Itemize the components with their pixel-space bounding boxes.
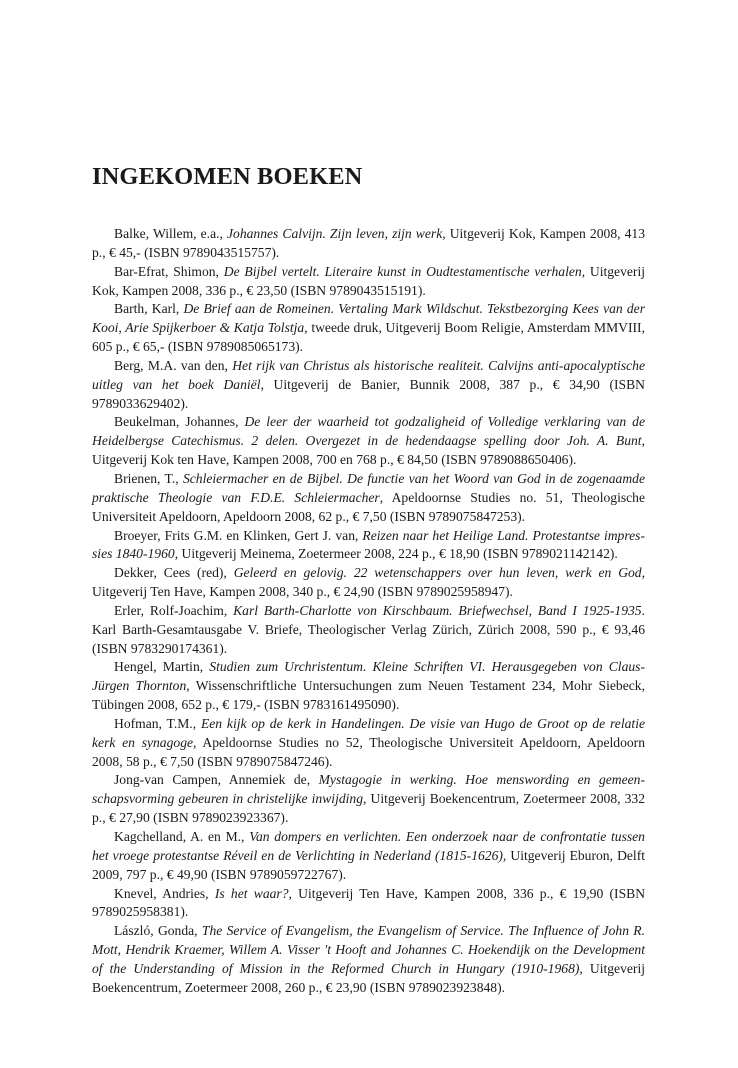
page-title: INGEKOMEN BOEKEN bbox=[92, 163, 363, 190]
entry-publication-details: . Karl Barth-Gesamtausgabe V. Briefe, Theologischer Verlag Zürich, Zürich 2008, 590 p., € 93,46 (ISBN 9783290174361). bbox=[92, 602, 646, 656]
entry-publication-details: , Uitgeverij Boekencentrum, Zoetermeer 2008, 332 p., € 27,90 (ISBN 9789023923367). bbox=[92, 791, 645, 826]
entry-author: Kagchelland, A. en M., bbox=[114, 829, 250, 844]
entry-publication-details: , Uitgeverij de Banier, Bunnik 2008, 387 p., € 34,90 (ISBN 9789033629402). bbox=[92, 376, 645, 411]
book-entry bbox=[92, 357, 645, 414]
entry-author: Dekker, Cees (red), bbox=[114, 565, 234, 581]
entry-publication-details: , Apeldoornse Studies no 52, Theologische Universiteit Apeldoorn, Apeldoorn 2008, 58 p., € 7,50 (ISBN 9789075847246). bbox=[92, 734, 645, 769]
entry-title: Is het waar? bbox=[214, 885, 289, 901]
book-entry bbox=[92, 564, 645, 602]
entry-publication-details: , Uitgeverij Kok ten Have, Kampen 2008, 700 en 768 p., € 84,50 (ISBN 9789088650406). bbox=[92, 433, 645, 468]
book-entry bbox=[92, 225, 645, 263]
entry-author: Berg, M.A. van den, bbox=[114, 357, 233, 373]
entry-publication-details: , Uitgeverij Kok, Kampen 2008, 336 p., € 23,50 (ISBN 9789043515191). bbox=[92, 263, 646, 298]
book-entry bbox=[92, 771, 645, 828]
entry-title: De leer der waarheid tot godzaligheid of Volledige verklaring van de Heidelbergse Catechismus. 2 delen. Overgezet in de hedendaagse spelling door Joh. A. Bunt bbox=[92, 414, 645, 449]
book-entry bbox=[92, 413, 645, 470]
entry-title: The Service of Evangelism, the Evangelism of Service. The Influence of John R. Mott, Hendrik Kraemer, Willem A. Visser 't Hooft and Johannes C. Hoekendijk on the Development of the Understanding of Mission in the Reformed Church in Hungary (1910-1968) bbox=[92, 923, 645, 976]
entry-author: Jong-van Campen, Annemiek de, bbox=[114, 772, 319, 788]
entry-title: Schleiermacher en de Bijbel. De functie van het Woord van God in de zogenaamde praktische Theologie van F.D.E. Schleiermacher bbox=[92, 470, 645, 505]
entry-title: Geleerd en gelovig. 22 wetenschappers over hun leven, werk en God, bbox=[233, 565, 645, 581]
entry-publication-details: Uitgeverij Eburon, Delft 2009, 797 p., € 49,90 (ISBN 9789059722767). bbox=[92, 847, 645, 882]
entry-title: Het rijk van Christus als historische realiteit. Calvijns anti-apocalyptische uitleg van het boek Daniël bbox=[92, 357, 645, 392]
book-entry bbox=[92, 470, 645, 527]
book-entry bbox=[92, 300, 645, 357]
entry-publication-details: , tweede druk, Uitgeverij Boom Religie, Amsterdam MMVIII, 605 p., € 65,- (ISBN 9789085065173). bbox=[92, 320, 645, 355]
entry-title: Johannes Calvijn. Zijn leven, zijn werk bbox=[227, 226, 443, 241]
entry-title: Studien zum Urchristentum. Kleine Schriften VI. Herausgegeben von Claus-Jürgen Thornton bbox=[92, 659, 645, 694]
entry-author: Barth, Karl, bbox=[114, 301, 184, 317]
entry-author: Brienen, T., bbox=[114, 470, 183, 486]
entry-publication-details: , Wissenschriftliche Untersuchungen zum Neuen Testament 234, Mohr Siebeck, Tübingen 2008, 652 p., € 179,- (ISBN 9783161495090). bbox=[92, 678, 645, 713]
book-entry bbox=[92, 658, 645, 715]
entry-title: De Brief aan de Romeinen. Vertaling Mark Wildschut. Tekstbezorging Kees van der Kooi, Arie Spijkerboer & Katja Tolstja bbox=[92, 301, 645, 336]
entry-author: Hengel, Martin, bbox=[114, 659, 210, 675]
entry-title: Karl Barth-Charlotte von Kirschbaum. Briefwechsel, Band I 1925-1935 bbox=[233, 602, 642, 618]
entry-publication-details: , Uitgeverij Kok, Kampen 2008, 413 p., € 45,- (ISBN 9789043515757). bbox=[92, 226, 645, 260]
entry-publication-details: , Uitgeverij Ten Have, Kampen 2008, 336 p., € 19,90 (ISBN 9789025958381). bbox=[92, 885, 646, 920]
book-entry bbox=[92, 715, 645, 772]
book-list bbox=[92, 225, 645, 998]
book-entry bbox=[92, 922, 645, 997]
entry-author: Knevel, Andries, bbox=[114, 885, 215, 901]
entry-title: Van dompers en verlichten. Een onderzoek naar de confrontatie tussen het vroege protestantse Réveil en de Verlichting in Nederland (1815-1626), bbox=[92, 829, 645, 863]
book-entry bbox=[92, 885, 645, 923]
entry-author: László, Gonda, bbox=[114, 923, 202, 939]
entry-publication-details: , Uitgeverij Boekencentrum, Zoetermeer 2008, 260 p., € 23,90 (ISBN 9789023923848). bbox=[92, 960, 645, 995]
entry-publication-details: Uitgeverij Ten Have, Kampen 2008, 340 p., € 24,90 (ISBN 9789025958947). bbox=[92, 584, 513, 600]
book-entry bbox=[92, 263, 645, 301]
entry-title: De Bijbel vertelt. Literaire kunst in Oudtestamentische verhalen bbox=[223, 263, 582, 279]
entry-author: Erler, Rolf-Joachim, bbox=[114, 602, 234, 618]
book-entry bbox=[92, 527, 645, 565]
entry-publication-details: , Apeldoornse Studies no. 51, Theologische Universiteit Apeldoorn, Apeldoorn 2008, 62 p., € 7,50 (ISBN 9789075847253). bbox=[92, 489, 646, 524]
entry-author: Balke, Willem, e.a., bbox=[114, 226, 227, 241]
entry-title: Reizen naar het Heilige Land. Protestantse impressies 1840-1960 bbox=[92, 527, 645, 562]
page-content bbox=[92, 160, 645, 998]
entry-author: Bar-Efrat, Shimon, bbox=[114, 263, 224, 279]
entry-title: Mystagogie in werking. Hoe menswording en gemeenschapsvorming gebeuren in christelijke inwijding bbox=[92, 772, 646, 807]
entry-publication-details: , Uitgeverij Meinema, Zoetermeer 2008, 224 p., € 18,90 (ISBN 9789021142142). bbox=[174, 546, 618, 562]
book-entry bbox=[92, 602, 645, 659]
entry-author: Broeyer, Frits G.M. en Klinken, Gert J. van, bbox=[114, 527, 363, 543]
entry-title: Een kijk op de kerk in Handelingen. De visie van Hugo de Groot op de relatie kerk en synagoge bbox=[92, 715, 646, 750]
entry-author: Hofman, T.M., bbox=[114, 715, 201, 731]
entry-author: Beukelman, Johannes, bbox=[114, 414, 245, 430]
book-entry bbox=[92, 828, 645, 885]
